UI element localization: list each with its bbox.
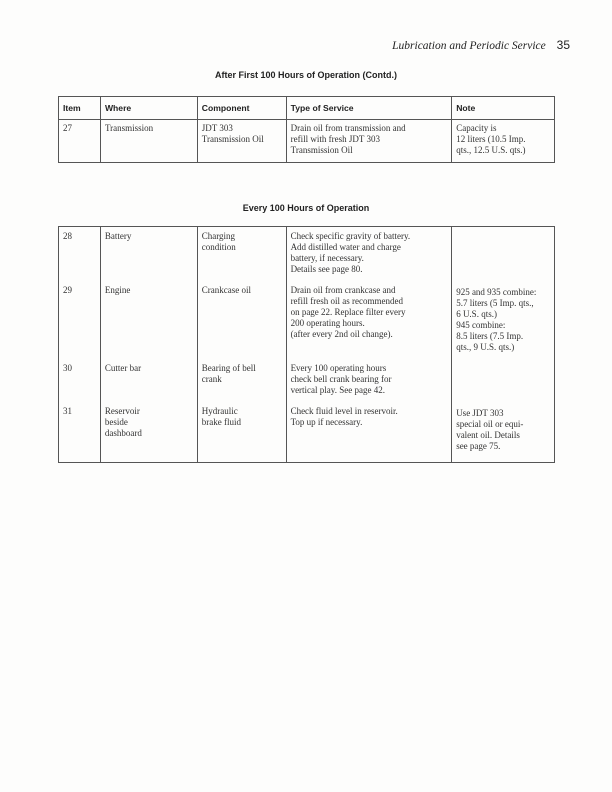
cell-component: JDT 303 Transmission Oil <box>197 120 286 163</box>
cell-item: 28 <box>59 227 101 282</box>
cell-note: 925 and 935 combine: 5.7 liters (5 Imp. qts., 6 U.S. qts.) 945 combine: 8.5 liters (7.5 Imp. qts., 9 U.S. qts.) <box>452 281 555 359</box>
column-header-note: Note <box>452 97 555 120</box>
cell-where: Battery <box>100 227 197 282</box>
table-row <box>59 281 555 359</box>
table-row <box>59 402 555 463</box>
cell-component: Charging condition <box>197 227 286 282</box>
table-row <box>59 120 555 163</box>
cell-note: Capacity is 12 liters (10.5 Imp. qts., 12.5 U.S. qts.) <box>452 120 555 163</box>
cell-component: Hydraulic brake fluid <box>197 402 286 463</box>
cell-type-of-service: Check fluid level in reservoir. Top up if necessary. <box>286 402 452 463</box>
service-table-every-100-hours <box>58 226 555 463</box>
cell-where: Engine <box>100 281 197 359</box>
cell-component: Crankcase oil <box>197 281 286 359</box>
table-row <box>59 359 555 402</box>
cell-item: 27 <box>59 120 101 163</box>
cell-type-of-service: Check specific gravity of battery. Add distilled water and charge battery, if necessary. Details see page 80. <box>286 227 452 282</box>
column-header-item: Item <box>59 97 101 120</box>
cell-where: Cutter bar <box>100 359 197 402</box>
column-header-type-of-service: Type of Service <box>286 97 452 120</box>
cell-where: Transmission <box>100 120 197 163</box>
column-header-component: Component <box>197 97 286 120</box>
cell-note <box>452 359 555 402</box>
table-row <box>59 227 555 282</box>
cell-item: 31 <box>59 402 101 463</box>
cell-component: Bearing of bell crank <box>197 359 286 402</box>
service-table-first-100-hours <box>58 96 555 163</box>
cell-type-of-service: Every 100 operating hours check bell crank bearing for vertical play. See page 42. <box>286 359 452 402</box>
cell-note <box>452 227 555 282</box>
cell-where: Reservoir beside dashboard <box>100 402 197 463</box>
cell-type-of-service: Drain oil from transmission and refill with fresh JDT 303 Transmission Oil <box>286 120 452 163</box>
cell-item: 29 <box>59 281 101 359</box>
running-title: Lubrication and Periodic Service <box>392 40 546 52</box>
page-number: 35 <box>556 38 570 52</box>
section-caption-every-100-hours: Every 100 Hours of Operation <box>242 203 370 213</box>
cell-type-of-service: Drain oil from crankcase and refill fresh oil as recommended on page 22. Replace filter every 200 operating hours. (after every 2nd oil change). <box>286 281 452 359</box>
section-caption-after-first-100-hours: After First 100 Hours of Operation (Contd.) <box>214 70 397 80</box>
table-header-row <box>59 97 555 120</box>
column-header-where: Where <box>100 97 197 120</box>
cell-item: 30 <box>59 359 101 402</box>
page-header <box>392 38 570 52</box>
cell-note: Use JDT 303 special oil or equi- valent oil. Details see page 75. <box>452 402 555 463</box>
